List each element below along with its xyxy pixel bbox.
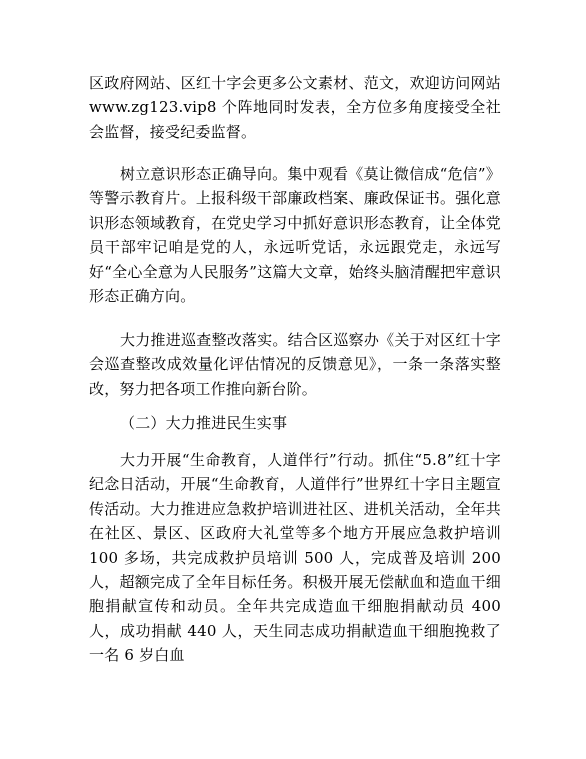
section-heading: （二）大力推进民生实事 <box>120 414 288 432</box>
body-text <box>89 411 501 435</box>
paragraph-continuation: 区政府网站、区红十字会更多公文素材、范文，欢迎访问网站 www.zg123.vip8 个阵地同时发表，全方位多角度接受全社会监督，接受纪委监督。 <box>89 74 501 141</box>
paragraph-life-education: 大力开展“生命教育，人道伴行”行动。抓住“5.8”红十字纪念日活动，开展“生命教育，人道伴行”世界红十字日主题宣传活动。大力推进应急救护培训进社区、进机关活动，全年共在社区、景区、区政府大礼堂等多个地方开展应急救护培训100 多场，共完成救护员培训 500 人，完成普及培训 200 人，超额完成了全年目标任务。积极开展无偿献血和造血干细胞捐献宣传和动员。全年共完成造血干细胞捐献动员 400 人，成功捐献 440 人，天生同志成功捐献造血干细胞挽救了一名 6 岁白血 <box>89 451 501 665</box>
body-text <box>89 162 501 308</box>
body-text <box>89 328 501 401</box>
paragraph-ideology: 树立意识形态正确导向。集中观看《莫让微信成“危信”》等警示教育片。上报科级干部廉政档案、廉政保证书。强化意识形态领域教育，在党史学习中抓好意识形态教育，让全体党员干部牢记咱是党的人，永远听党话，永远跟党走，永远写好“全心全意为人民服务”这篇大文章，始终头脑清醒把牢意识形态正确方向。 <box>89 165 501 306</box>
body-text <box>89 71 501 144</box>
body-text <box>89 448 501 668</box>
paragraph-inspection: 大力推进巡查整改落实。结合区巡察办《关于对区红十字会巡查整改成效量化评估情况的反馈意见》，一条一条落实整改，努力把各项工作推向新台阶。 <box>89 331 501 398</box>
